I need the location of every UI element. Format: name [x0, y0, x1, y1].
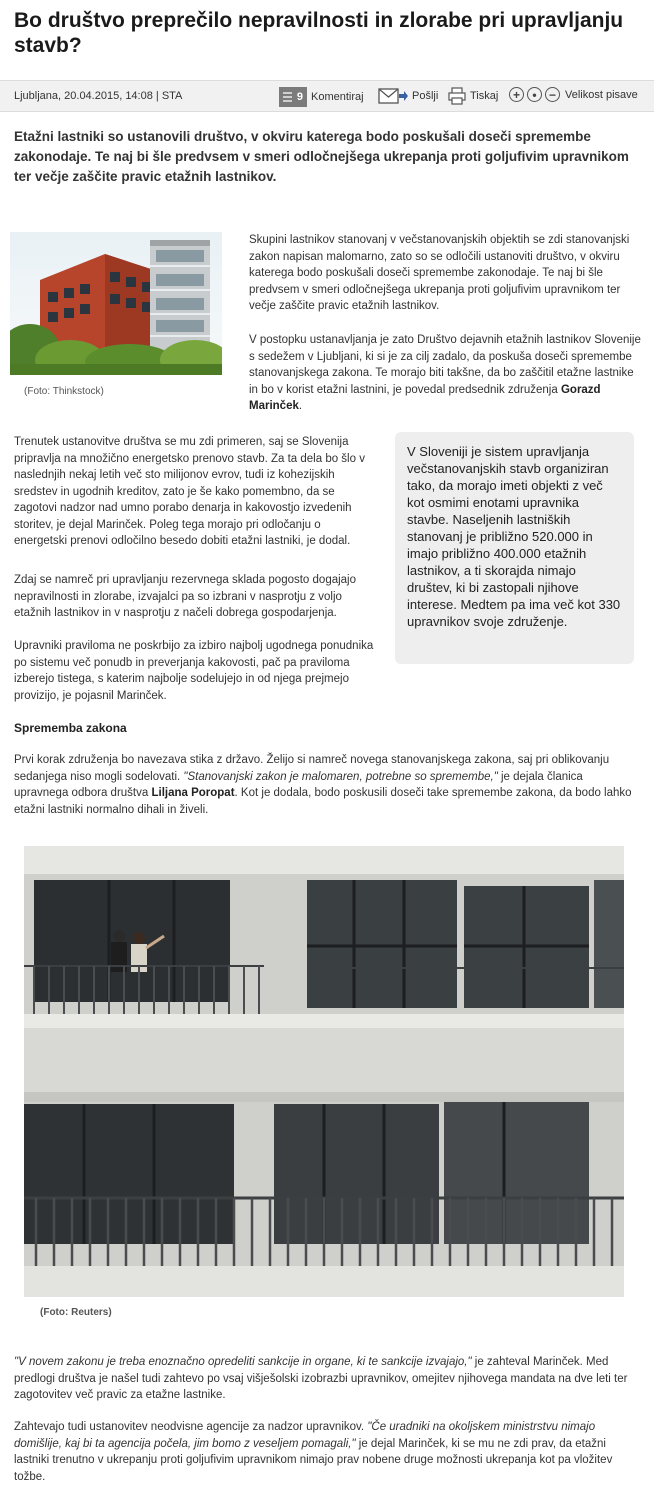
article-meta-bar: [0, 80, 654, 112]
image1-caption: (Foto: Thinkstock): [24, 386, 104, 397]
comment-button[interactable]: [279, 87, 364, 107]
font-increase-button[interactable]: +: [509, 87, 524, 102]
paragraph-4: Zdaj se namreč pri upravljanju rezervnega sklada pogosto dogajajo nepravilnosti in zlorabe, izvajalci pa so izbrani v nasprotju z voljo etažnih lastnikov in v nasprotju z načeli dobrega gospodarjenja.: [14, 574, 357, 619]
paragraph-7: "V novem zakonu je treba enoznačno opredeliti sankcije in organe, ki te sankcije izvajajo," je zahteval Marinček. Med predlogi društva je našel tudi zahtevo po vsaj višješolski izobrazbi upravnikov, omejitev njihovega mandata na dve leti ter zagotovitev več pravic za etažne lastnike.: [14, 1356, 628, 1401]
print-button[interactable]: [448, 87, 498, 105]
section-subheading: Sprememba zakona: [14, 721, 127, 735]
apartment-building-photo: [10, 232, 222, 375]
article-lead: Etažni lastniki so ustanovili društvo, v okviru katerega bodo poskušali doseči spremembe zakonodaje. Te naj bi šle predvsem v smeri odločnejšega ukrepanja proti goljufivim upravnikom ter večje zaščite pravic etažnih lastnikov.: [14, 129, 629, 184]
envelope-icon: [378, 87, 408, 105]
paragraph-2: V postopku ustanavljanja je zato Društvo dejavnih etažnih lastnikov Slovenije s sedežem v Ljubljani, ki si je za cilj zadalo, da poskuša doseči spremembe stanovanjskega zakona. Te morajo biti takšne, da bo zaščitil etažne lastnike in bo v korist etažni lastnini, je povedal predsednik združenja Gorazd Marinček.: [249, 334, 641, 412]
comment-count-badge: [279, 87, 307, 107]
printer-icon: [448, 87, 466, 105]
font-size-controls: [509, 87, 638, 102]
article-title: Bo društvo preprečilo nepravilnosti in zlorabe pri upravljanju stavb?: [14, 9, 624, 57]
paragraph-1: Skupini lastnikov stanovanj v večstanovanjskih objektih se zdi stanovanjski zakon napisan malomarno, zato so se odločili ustanoviti društvo, v okviru katerega bodo poskušali doseči spremembe zakonodaje. Te naj bi šle predvsem v smeri odločnejšega ukrepanja proti goljufivim upravnikom ter večje zaščite pravic etažnih lastnikov.: [249, 234, 630, 312]
print-label: Tiskaj: [470, 90, 499, 102]
person-name-marincek: Gorazd Marinček: [249, 383, 601, 412]
send-button[interactable]: [378, 87, 438, 105]
comment-icon: [283, 92, 292, 102]
font-decrease-button[interactable]: −: [545, 87, 560, 102]
factbox: V Sloveniji je sistem upravljanja večstanovanjskih stavb organiziran tako, da morajo imeti objekti z več kot osmimi enotami upravnika stavbe. Naseljenih lastniških stanovanj je približno 520.000 in imajo približno 400.000 etažnih lastnikov, a ti skorajda nimajo društev, ki bi zastopali njihove interese. Medtem pa ima več kot 330 upravnikov svoje združenje.: [395, 432, 634, 664]
article-dateline: Ljubljana, 20.04.2015, 14:08 | STA: [14, 90, 183, 102]
balcony-building-photo: [24, 846, 624, 1297]
paragraph-3: Trenutek ustanovitve društva se mu zdi primeren, saj se Slovenija pripravlja na množično energetsko prenovo stavb. Za ta dela bo šlo v naslednjih nekaj letih več sto milijonov evrov, tudi iz kohezijskih sredstev in ugodnih kreditov, zato je še kako pomembno, da se zagotovi nadzor nad umno porabo denarja in kakovostjo izvedenih storitev, je dejal Marinček. Poleg tega morajo pri odločanju o energetski prenovi odločilno besedo dobiti etažni lastniki, je dodal.: [14, 436, 365, 547]
paragraph-8: Zahtevajo tudi ustanovitev neodvisne agencije za nadzor upravnikov. "Če uradniki na okoljskem ministrstvu nimajo domišlije, kaj bi ta agencija počela, jim bomo z veseljem pomagali," je dejal Marinček, ki se mu ne zdi prav, da etažni lastniki trenutno v ukrepanju proti goljufivim upravnikom nimajo prav nobene druge možnosti ukrepanja kot pa vložitev tožbe.: [14, 1421, 613, 1483]
send-label: Pošlji: [412, 90, 439, 102]
comment-count: 9: [296, 91, 303, 103]
font-size-label: Velikost pisave: [565, 88, 638, 101]
image2-caption: (Foto: Reuters): [40, 1307, 112, 1318]
paragraph-6: Prvi korak združenja bo navezava stika z državo. Želijo si namreč novega stanovanjskega zakona, saj pri oblikovanju sedanjega niso mogli sodelovati. "Stanovanjski zakon je malomaren, potrebne so spremembe," je dejala članica upravnega odbora društva Liljana Poropat. Kot je dodala, bodo poskusili doseči take spremembe zakona, da bodo lahko etažni lastniki normalno dihali in živeli.: [14, 754, 632, 816]
person-name-poropat: Liljana Poropat: [151, 787, 235, 799]
paragraph-5: Upravniki praviloma ne poskrbijo za izbiro najbolj ugodnega ponudnika po sistemu več ponudb in preverjanja kakovosti, pač pa praviloma izberejo tistega, s katerim najbolje sodelujejo in od njega prejmejo provizijo, je pojasnil Marinček.: [14, 640, 374, 702]
comment-label: Komentiraj: [311, 91, 364, 103]
font-reset-button[interactable]: •: [527, 87, 542, 102]
